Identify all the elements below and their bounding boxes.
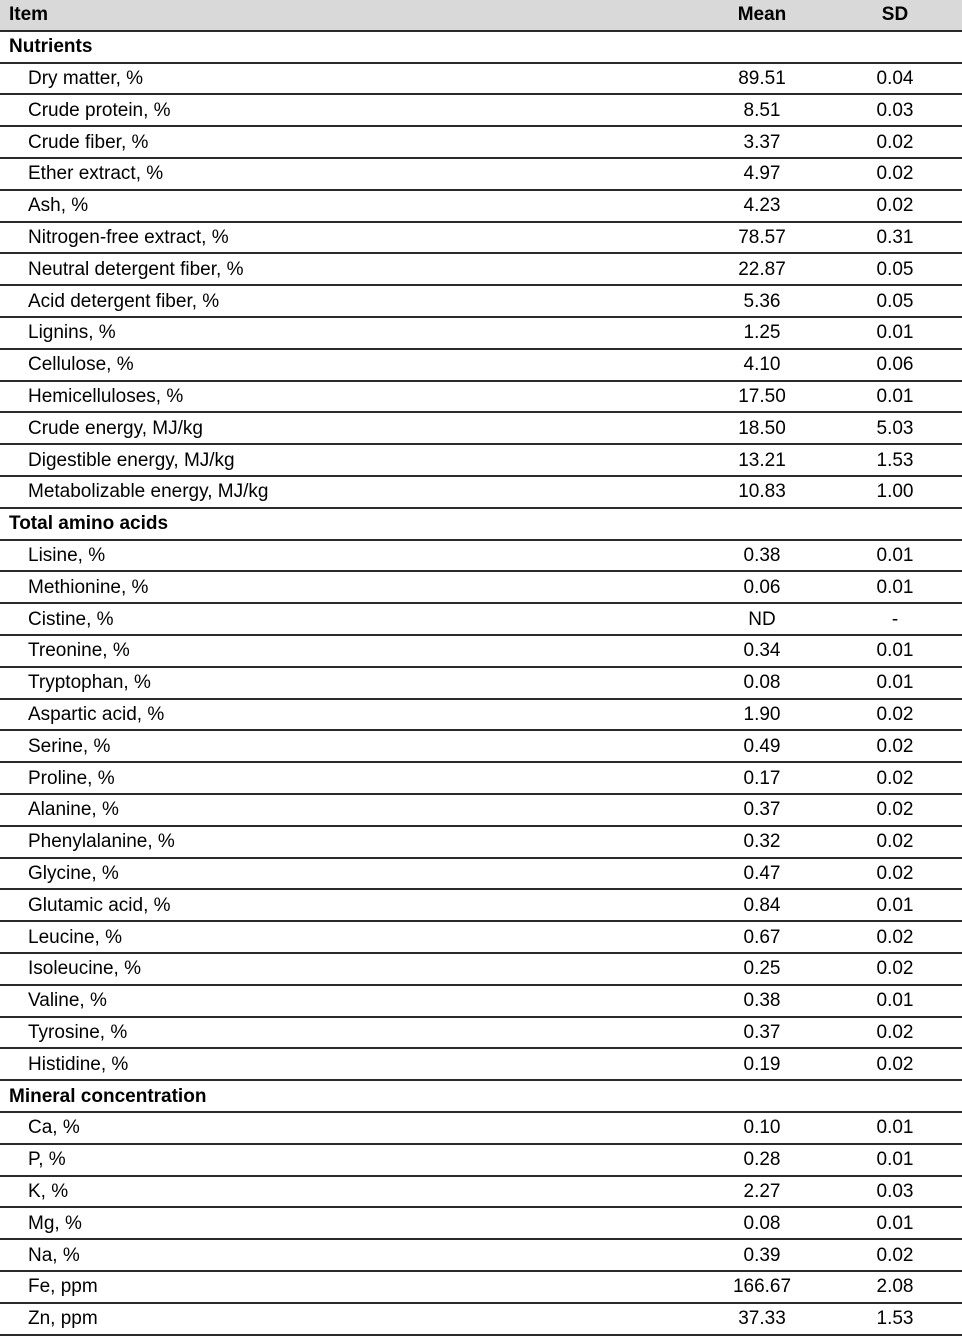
mean-cell: 4.23 [743, 195, 781, 217]
table-row [0, 668, 962, 700]
mean-cell: 2.27 [743, 1180, 781, 1202]
item-cell: Histidine, % [28, 1053, 129, 1075]
sd-cell: 0.02 [876, 1021, 914, 1043]
table-row [0, 1304, 962, 1336]
table-row [0, 1113, 962, 1145]
section-title: Mineral concentration [9, 1085, 207, 1107]
sd-cell: 0.02 [876, 735, 914, 757]
sd-cell: 0.02 [876, 703, 914, 725]
mean-cell: 17.50 [738, 385, 786, 407]
sd-cell: 0.02 [876, 1244, 914, 1266]
section-header-row [0, 32, 962, 64]
item-cell: Tyrosine, % [28, 1021, 128, 1043]
sd-cell: 0.01 [876, 990, 914, 1012]
item-cell: Proline, % [28, 767, 115, 789]
header-item: Item [9, 4, 49, 26]
sd-cell: 0.01 [876, 672, 914, 694]
mean-cell: 0.67 [743, 926, 781, 948]
sd-cell: 1.53 [876, 1308, 914, 1330]
mean-cell: 0.47 [743, 862, 781, 884]
item-cell: Nitrogen-free extract, % [28, 226, 229, 248]
sd-cell: 0.02 [876, 831, 914, 853]
section-header-row [0, 1081, 962, 1113]
sd-cell: 0.01 [876, 544, 914, 566]
table-row [0, 1272, 962, 1304]
sd-cell: 0.31 [876, 226, 914, 248]
item-cell: Ether extract, % [28, 163, 164, 185]
table-row [0, 286, 962, 318]
table-row [0, 731, 962, 763]
table-row [0, 922, 962, 954]
mean-cell: 0.49 [743, 735, 781, 757]
sd-cell: 0.03 [876, 99, 914, 121]
item-cell: Neutral detergent fiber, % [28, 258, 244, 280]
item-cell: Glycine, % [28, 862, 119, 884]
mean-cell: 0.08 [743, 1212, 781, 1234]
item-cell: Acid detergent fiber, % [28, 290, 220, 312]
sd-cell: 0.05 [876, 290, 914, 312]
item-cell: Ash, % [28, 195, 89, 217]
mean-cell: 0.28 [743, 1149, 781, 1171]
mean-cell: 166.67 [732, 1276, 792, 1298]
table-row [0, 95, 962, 127]
item-cell: Mg, % [28, 1212, 82, 1234]
item-cell: Methionine, % [28, 576, 149, 598]
item-cell: Phenylalanine, % [28, 831, 175, 853]
sd-cell: 0.01 [876, 640, 914, 662]
sd-cell: - [891, 608, 899, 630]
table-row [0, 636, 962, 668]
table-row [0, 477, 962, 509]
sd-cell: 5.03 [876, 417, 914, 439]
item-cell: Isoleucine, % [28, 958, 142, 980]
mean-cell: 37.33 [738, 1308, 786, 1330]
mean-cell: 0.06 [743, 576, 781, 598]
header-sd: SD [881, 4, 909, 26]
table-row [0, 318, 962, 350]
sd-cell: 0.01 [876, 385, 914, 407]
table-row [0, 445, 962, 477]
table-row [0, 763, 962, 795]
mean-cell: 4.10 [743, 354, 781, 376]
mean-cell: 0.37 [743, 1021, 781, 1043]
item-cell: Crude fiber, % [28, 131, 149, 153]
item-cell: Valine, % [28, 990, 107, 1012]
mean-cell: 0.38 [743, 544, 781, 566]
table-row [0, 382, 962, 414]
table-row [0, 795, 962, 827]
mean-cell: 0.10 [743, 1117, 781, 1139]
sd-cell: 0.01 [876, 576, 914, 598]
table-row [0, 223, 962, 255]
mean-cell: 0.17 [743, 767, 781, 789]
item-cell: Dry matter, % [28, 67, 144, 89]
sd-cell: 0.02 [876, 163, 914, 185]
item-cell: Tryptophan, % [28, 672, 151, 694]
item-cell: Leucine, % [28, 926, 123, 948]
item-cell: Crude energy, MJ/kg [28, 417, 203, 439]
sd-cell: 0.02 [876, 862, 914, 884]
section-header-row [0, 509, 962, 541]
table-row [0, 1208, 962, 1240]
sd-cell: 0.06 [876, 354, 914, 376]
item-cell: Lisine, % [28, 544, 106, 566]
mean-cell: 0.39 [743, 1244, 781, 1266]
mean-cell: 0.19 [743, 1053, 781, 1075]
table-row [0, 1240, 962, 1272]
item-cell: Alanine, % [28, 799, 119, 821]
mean-cell: 18.50 [738, 417, 786, 439]
item-cell: Na, % [28, 1244, 80, 1266]
table-row [0, 859, 962, 891]
mean-cell: 0.84 [743, 894, 781, 916]
sd-cell: 0.02 [876, 958, 914, 980]
mean-cell: 0.32 [743, 831, 781, 853]
sd-cell: 0.02 [876, 1053, 914, 1075]
sd-cell: 0.04 [876, 67, 914, 89]
mean-cell: 3.37 [743, 131, 781, 153]
header-mean: Mean [737, 4, 787, 26]
sd-cell: 0.01 [876, 1149, 914, 1171]
item-cell: Glutamic acid, % [28, 894, 171, 916]
item-cell: Cistine, % [28, 608, 114, 630]
table-row [0, 1049, 962, 1081]
table-row [0, 541, 962, 573]
table-row [0, 954, 962, 986]
mean-cell: 0.08 [743, 672, 781, 694]
mean-cell: 8.51 [743, 99, 781, 121]
table-row [0, 191, 962, 223]
item-cell: Ca, % [28, 1117, 80, 1139]
sd-cell: 0.01 [876, 322, 914, 344]
mean-cell: 1.90 [743, 703, 781, 725]
table-row [0, 827, 962, 859]
sd-cell: 0.01 [876, 1212, 914, 1234]
mean-cell: 0.25 [743, 958, 781, 980]
section-title: Nutrients [9, 36, 93, 58]
item-cell: Treonine, % [28, 640, 130, 662]
sd-cell: 0.02 [876, 799, 914, 821]
table-row [0, 254, 962, 286]
table-row [0, 572, 962, 604]
sd-cell: 0.01 [876, 894, 914, 916]
item-cell: Metabolizable energy, MJ/kg [28, 481, 269, 503]
item-cell: Crude protein, % [28, 99, 171, 121]
mean-cell: ND [748, 608, 776, 630]
mean-cell: 78.57 [738, 226, 786, 248]
table-row [0, 1177, 962, 1209]
sd-cell: 2.08 [876, 1276, 914, 1298]
item-cell: K, % [28, 1180, 69, 1202]
sd-cell: 0.02 [876, 767, 914, 789]
section-title: Total amino acids [9, 513, 169, 535]
item-cell: Digestible energy, MJ/kg [28, 449, 235, 471]
table-row [0, 413, 962, 445]
table-row [0, 350, 962, 382]
item-cell: Lignins, % [28, 322, 116, 344]
table-row [0, 127, 962, 159]
mean-cell: 22.87 [738, 258, 786, 280]
mean-cell: 89.51 [738, 67, 786, 89]
sd-cell: 1.53 [876, 449, 914, 471]
table-row [0, 159, 962, 191]
sd-cell: 1.00 [876, 481, 914, 503]
sd-cell: 0.05 [876, 258, 914, 280]
table-header-row [0, 0, 962, 32]
mean-cell: 0.37 [743, 799, 781, 821]
item-cell: Fe, ppm [28, 1276, 98, 1298]
item-cell: Cellulose, % [28, 354, 134, 376]
item-cell: Aspartic acid, % [28, 703, 165, 725]
table-row [0, 64, 962, 96]
item-cell: Serine, % [28, 735, 111, 757]
mean-cell: 0.38 [743, 990, 781, 1012]
item-cell: P, % [28, 1149, 66, 1171]
mean-cell: 0.34 [743, 640, 781, 662]
table-row [0, 1145, 962, 1177]
mean-cell: 13.21 [738, 449, 786, 471]
table-row [0, 700, 962, 732]
sd-cell: 0.02 [876, 926, 914, 948]
mean-cell: 10.83 [738, 481, 786, 503]
sd-cell: 0.02 [876, 131, 914, 153]
mean-cell: 5.36 [743, 290, 781, 312]
table-row [0, 1018, 962, 1050]
table-row [0, 986, 962, 1018]
item-cell: Zn, ppm [28, 1308, 98, 1330]
mean-cell: 4.97 [743, 163, 781, 185]
table-row [0, 604, 962, 636]
table-row [0, 890, 962, 922]
sd-cell: 0.02 [876, 195, 914, 217]
mean-cell: 1.25 [743, 322, 781, 344]
sd-cell: 0.01 [876, 1117, 914, 1139]
sd-cell: 0.03 [876, 1180, 914, 1202]
item-cell: Hemicelluloses, % [28, 385, 184, 407]
